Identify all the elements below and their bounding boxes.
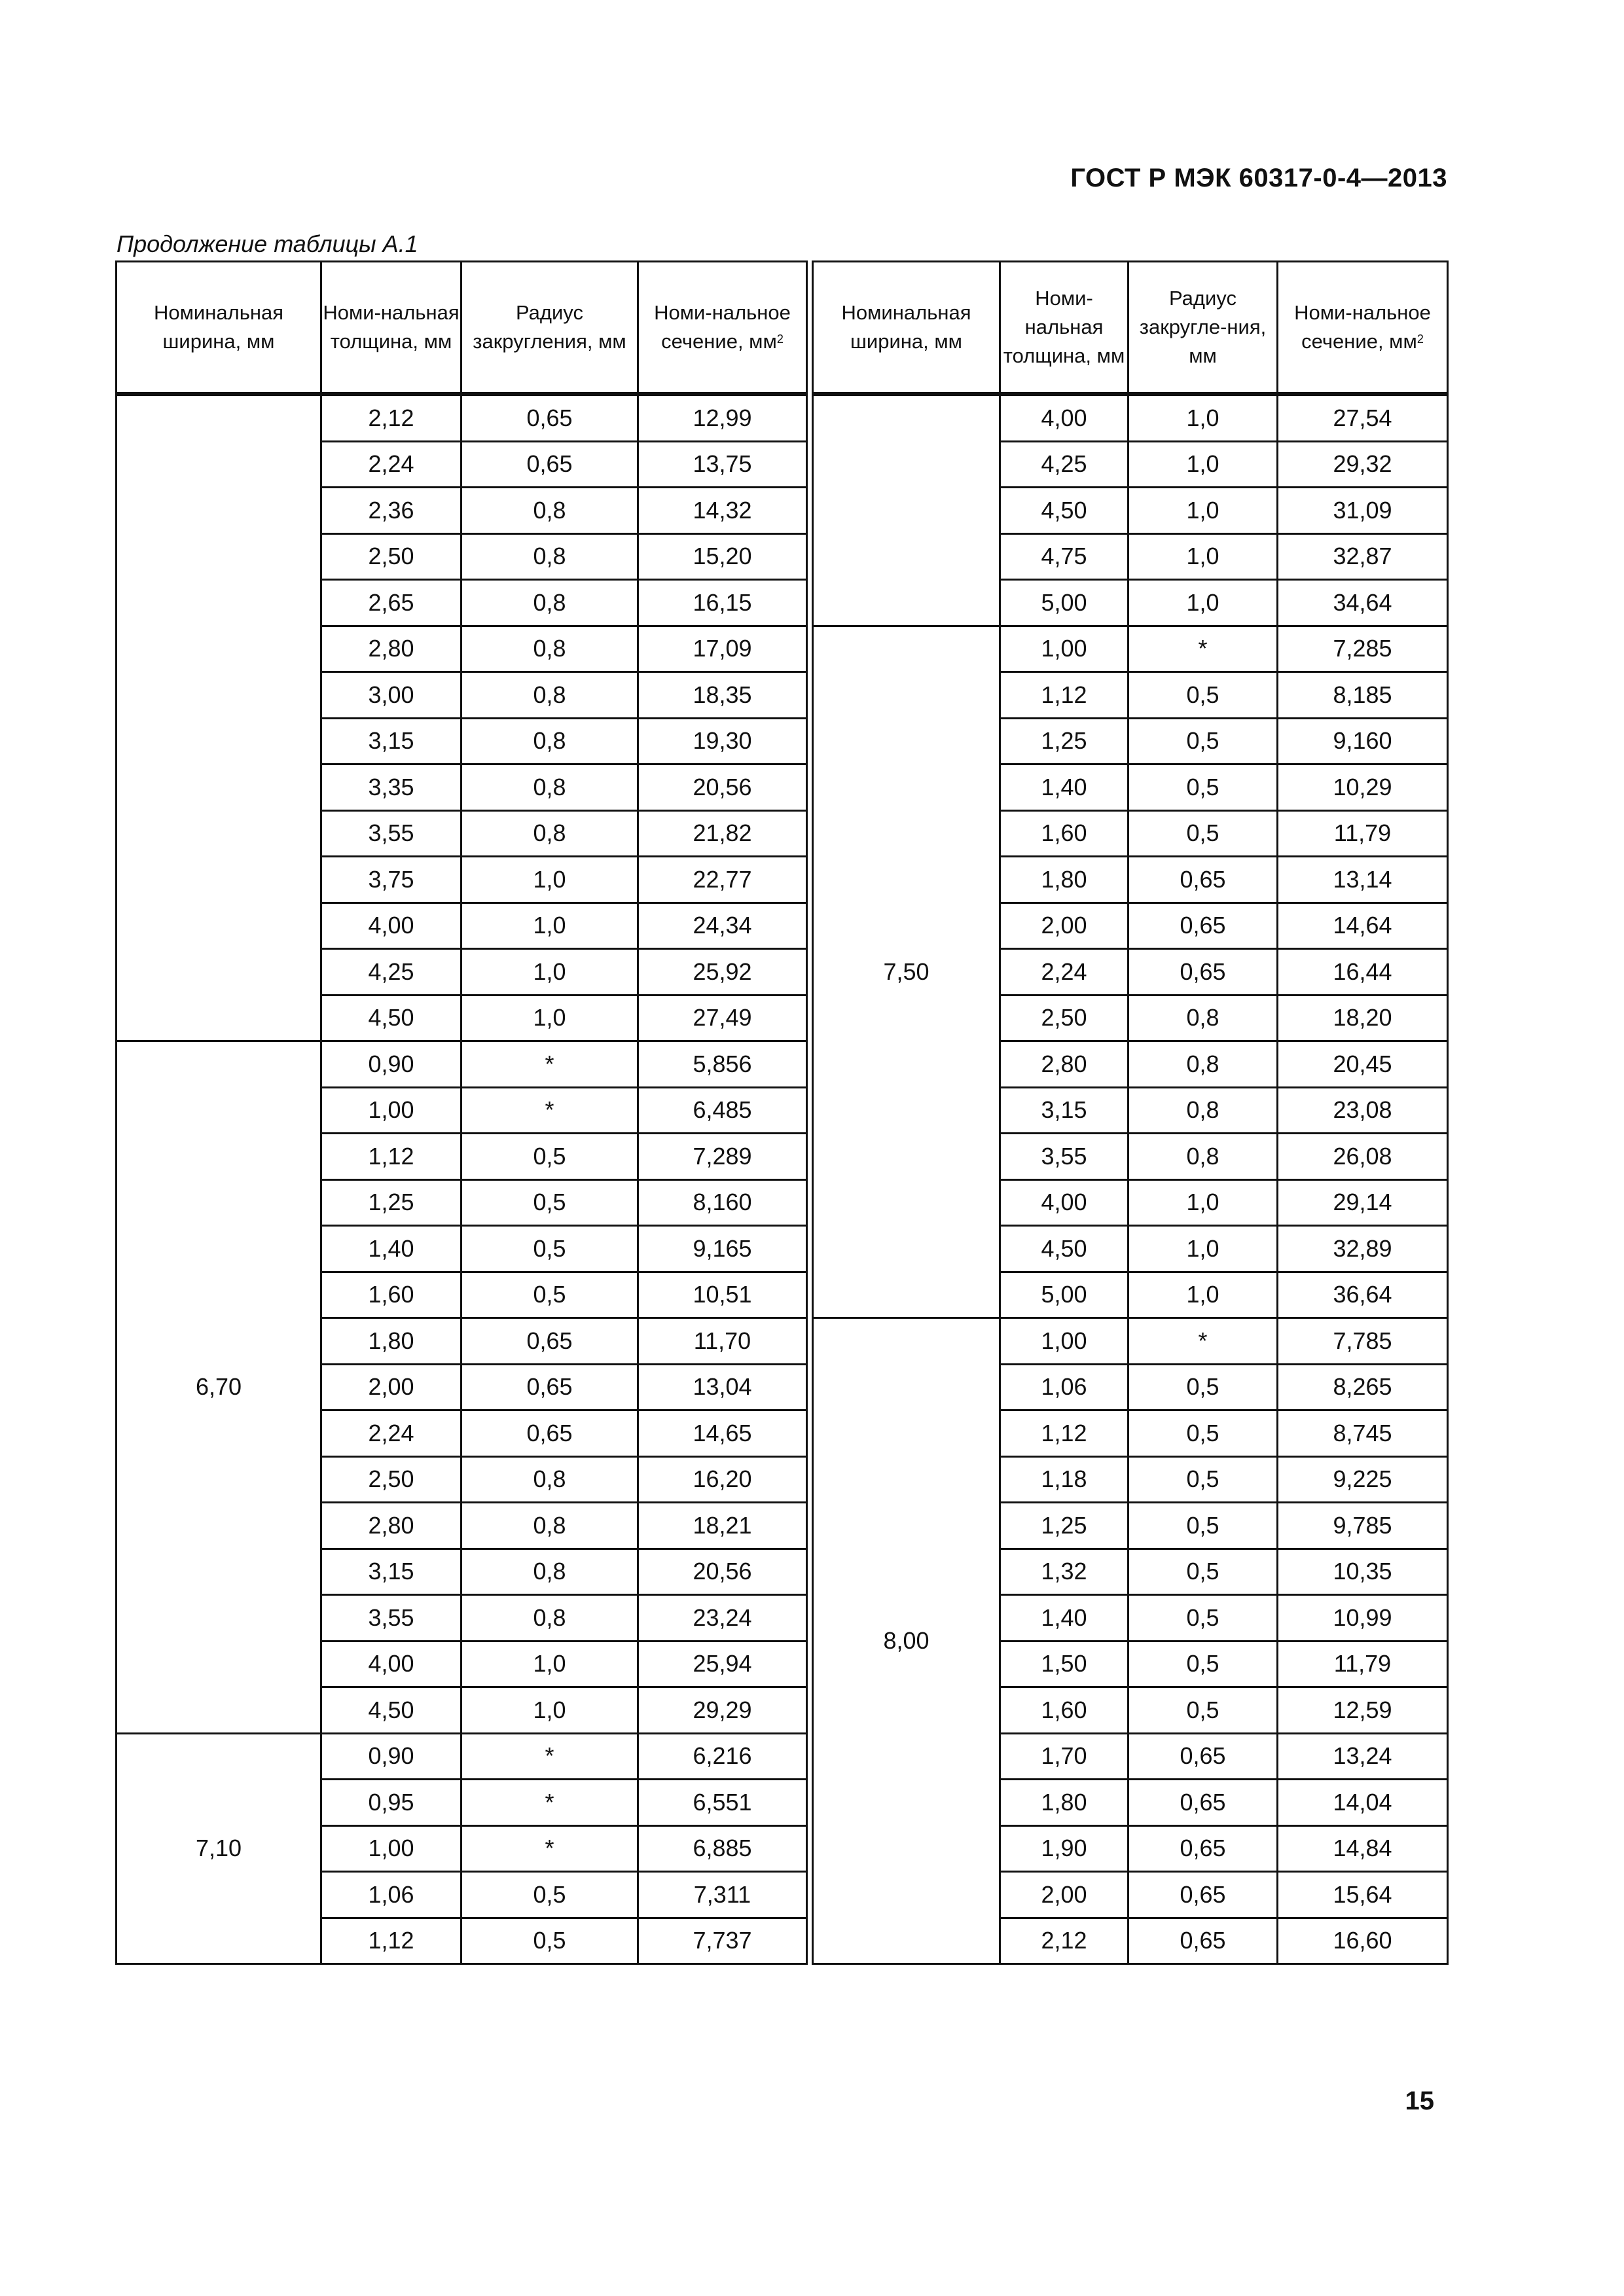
section-cell: 8,160 bbox=[638, 1179, 807, 1226]
thickness-cell: 3,35 bbox=[321, 764, 461, 811]
width-cell: 8,00 bbox=[813, 1318, 1000, 1964]
thickness-cell: 1,06 bbox=[321, 1872, 461, 1918]
thickness-cell: 1,32 bbox=[1000, 1549, 1128, 1595]
section-cell: 9,225 bbox=[1278, 1456, 1448, 1503]
header-section-superscript: 2 bbox=[1416, 332, 1424, 346]
table-left-body bbox=[117, 394, 807, 1964]
section-cell: 11,79 bbox=[1278, 810, 1448, 857]
table-header-row bbox=[813, 262, 1448, 395]
thickness-cell: 3,55 bbox=[1000, 1134, 1128, 1180]
thickness-cell: 2,80 bbox=[1000, 1041, 1128, 1088]
section-cell: 22,77 bbox=[638, 857, 807, 903]
section-cell: 26,08 bbox=[1278, 1134, 1448, 1180]
thickness-cell: 4,50 bbox=[1000, 1226, 1128, 1272]
thickness-cell: 0,95 bbox=[321, 1780, 461, 1826]
table-header-row bbox=[117, 262, 807, 395]
thickness-cell: 3,00 bbox=[321, 672, 461, 719]
section-cell: 9,785 bbox=[1278, 1503, 1448, 1549]
radius-cell: 0,5 bbox=[1128, 1549, 1278, 1595]
radius-cell: 0,5 bbox=[1128, 1410, 1278, 1457]
radius-cell: 0,5 bbox=[1128, 1456, 1278, 1503]
section-cell: 29,14 bbox=[1278, 1179, 1448, 1226]
radius-cell: 0,8 bbox=[461, 672, 638, 719]
thickness-cell: 4,00 bbox=[321, 903, 461, 949]
radius-cell: 1,0 bbox=[1128, 488, 1278, 534]
radius-cell: 1,0 bbox=[1128, 1179, 1278, 1226]
section-cell: 10,51 bbox=[638, 1272, 807, 1318]
thickness-cell: 1,90 bbox=[1000, 1825, 1128, 1872]
radius-cell: 1,0 bbox=[461, 1641, 638, 1687]
thickness-cell: 4,25 bbox=[1000, 441, 1128, 488]
section-cell: 23,24 bbox=[638, 1595, 807, 1641]
thickness-cell: 1,40 bbox=[1000, 764, 1128, 811]
table-row bbox=[117, 1041, 807, 1088]
section-cell: 18,21 bbox=[638, 1503, 807, 1549]
thickness-cell: 2,00 bbox=[1000, 903, 1128, 949]
section-cell: 16,60 bbox=[1278, 1918, 1448, 1964]
section-cell: 19,30 bbox=[638, 718, 807, 764]
thickness-cell: 1,60 bbox=[321, 1272, 461, 1318]
radius-cell: 1,0 bbox=[461, 949, 638, 996]
radius-cell: 0,5 bbox=[461, 1872, 638, 1918]
radius-cell: 1,0 bbox=[1128, 580, 1278, 626]
thickness-cell: 2,80 bbox=[321, 626, 461, 672]
thickness-cell: 1,12 bbox=[1000, 672, 1128, 719]
radius-cell: 1,0 bbox=[1128, 441, 1278, 488]
thickness-cell: 2,00 bbox=[321, 1364, 461, 1410]
radius-cell: 0,65 bbox=[1128, 857, 1278, 903]
section-cell: 7,311 bbox=[638, 1872, 807, 1918]
radius-cell: 0,5 bbox=[1128, 810, 1278, 857]
thickness-cell: 0,90 bbox=[321, 1041, 461, 1088]
radius-cell: * bbox=[461, 1087, 638, 1134]
radius-cell: 0,65 bbox=[1128, 949, 1278, 996]
section-cell: 10,35 bbox=[1278, 1549, 1448, 1595]
thickness-cell: 1,70 bbox=[1000, 1733, 1128, 1780]
table-row bbox=[117, 394, 807, 441]
section-cell: 17,09 bbox=[638, 626, 807, 672]
section-cell: 32,89 bbox=[1278, 1226, 1448, 1272]
thickness-cell: 3,55 bbox=[321, 810, 461, 857]
thickness-cell: 4,25 bbox=[321, 949, 461, 996]
radius-cell: * bbox=[461, 1780, 638, 1826]
radius-cell: 1,0 bbox=[1128, 1226, 1278, 1272]
thickness-cell: 3,55 bbox=[321, 1595, 461, 1641]
thickness-cell: 1,00 bbox=[321, 1087, 461, 1134]
section-cell: 14,65 bbox=[638, 1410, 807, 1457]
section-cell: 11,79 bbox=[1278, 1641, 1448, 1687]
radius-cell: 0,8 bbox=[461, 1456, 638, 1503]
thickness-cell: 3,15 bbox=[321, 1549, 461, 1595]
table-row bbox=[117, 1733, 807, 1780]
radius-cell: 0,65 bbox=[461, 394, 638, 441]
thickness-cell: 4,50 bbox=[321, 1687, 461, 1734]
table-caption: Продолжение таблицы А.1 bbox=[117, 230, 418, 257]
radius-cell: * bbox=[1128, 1318, 1278, 1365]
thickness-cell: 1,40 bbox=[321, 1226, 461, 1272]
section-cell: 29,29 bbox=[638, 1687, 807, 1734]
radius-cell: 0,8 bbox=[461, 810, 638, 857]
radius-cell: 0,65 bbox=[461, 1410, 638, 1457]
thickness-cell: 5,00 bbox=[1000, 1272, 1128, 1318]
section-cell: 10,99 bbox=[1278, 1595, 1448, 1641]
thickness-cell: 1,00 bbox=[321, 1825, 461, 1872]
header-width: Номинальная ширина, мм bbox=[117, 262, 321, 395]
radius-cell: * bbox=[461, 1825, 638, 1872]
header-section-label: Номи-нальное сечение, мм bbox=[1294, 301, 1431, 353]
section-cell: 12,99 bbox=[638, 394, 807, 441]
radius-cell: 1,0 bbox=[461, 857, 638, 903]
thickness-cell: 2,50 bbox=[321, 1456, 461, 1503]
thickness-cell: 1,18 bbox=[1000, 1456, 1128, 1503]
header-section-superscript: 2 bbox=[776, 332, 784, 346]
section-cell: 16,15 bbox=[638, 580, 807, 626]
thickness-cell: 5,00 bbox=[1000, 580, 1128, 626]
table-row bbox=[813, 1318, 1448, 1365]
section-cell: 24,34 bbox=[638, 903, 807, 949]
section-cell: 5,856 bbox=[638, 1041, 807, 1088]
section-cell: 8,745 bbox=[1278, 1410, 1448, 1457]
section-cell: 18,20 bbox=[1278, 995, 1448, 1041]
thickness-cell: 1,80 bbox=[321, 1318, 461, 1365]
radius-cell: 0,5 bbox=[1128, 1503, 1278, 1549]
radius-cell: 0,5 bbox=[1128, 1595, 1278, 1641]
radius-cell: 1,0 bbox=[461, 995, 638, 1041]
radius-cell: 0,8 bbox=[1128, 1087, 1278, 1134]
section-cell: 23,08 bbox=[1278, 1087, 1448, 1134]
thickness-cell: 1,25 bbox=[321, 1179, 461, 1226]
radius-cell: 0,5 bbox=[1128, 1687, 1278, 1734]
section-cell: 14,64 bbox=[1278, 903, 1448, 949]
radius-cell: 0,5 bbox=[1128, 1364, 1278, 1410]
thickness-cell: 2,36 bbox=[321, 488, 461, 534]
section-cell: 20,45 bbox=[1278, 1041, 1448, 1088]
page-number: 15 bbox=[1405, 2087, 1434, 2115]
radius-cell: 0,8 bbox=[461, 718, 638, 764]
section-cell: 6,885 bbox=[638, 1825, 807, 1872]
thickness-cell: 1,60 bbox=[1000, 1687, 1128, 1734]
radius-cell: 0,8 bbox=[1128, 995, 1278, 1041]
section-cell: 20,56 bbox=[638, 764, 807, 811]
thickness-cell: 2,24 bbox=[321, 441, 461, 488]
radius-cell: 0,8 bbox=[461, 764, 638, 811]
table-row bbox=[813, 394, 1448, 441]
section-cell: 13,75 bbox=[638, 441, 807, 488]
section-cell: 16,20 bbox=[638, 1456, 807, 1503]
section-cell: 27,49 bbox=[638, 995, 807, 1041]
radius-cell: 0,65 bbox=[1128, 1918, 1278, 1964]
thickness-cell: 2,65 bbox=[321, 580, 461, 626]
radius-cell: 0,5 bbox=[461, 1918, 638, 1964]
section-cell: 14,32 bbox=[638, 488, 807, 534]
section-cell: 7,289 bbox=[638, 1134, 807, 1180]
header-section-label: Номи-нальное сечение, мм bbox=[654, 301, 791, 353]
radius-cell: 0,8 bbox=[461, 1595, 638, 1641]
radius-cell: 1,0 bbox=[1128, 394, 1278, 441]
radius-cell: 0,5 bbox=[1128, 718, 1278, 764]
section-cell: 12,59 bbox=[1278, 1687, 1448, 1734]
section-cell: 21,82 bbox=[638, 810, 807, 857]
section-cell: 16,44 bbox=[1278, 949, 1448, 996]
thickness-cell: 2,80 bbox=[321, 1503, 461, 1549]
table-left-half bbox=[115, 260, 808, 1965]
thickness-cell: 1,50 bbox=[1000, 1641, 1128, 1687]
thickness-cell: 1,80 bbox=[1000, 857, 1128, 903]
section-cell: 31,09 bbox=[1278, 488, 1448, 534]
radius-cell: 0,65 bbox=[1128, 1825, 1278, 1872]
radius-cell: 0,65 bbox=[1128, 1733, 1278, 1780]
thickness-cell: 2,50 bbox=[321, 533, 461, 580]
radius-cell: 0,5 bbox=[461, 1134, 638, 1180]
section-cell: 32,87 bbox=[1278, 533, 1448, 580]
header-section bbox=[1278, 262, 1448, 395]
radius-cell: 0,5 bbox=[1128, 672, 1278, 719]
section-cell: 13,04 bbox=[638, 1364, 807, 1410]
section-cell: 29,32 bbox=[1278, 441, 1448, 488]
radius-cell: 0,8 bbox=[461, 533, 638, 580]
section-cell: 18,35 bbox=[638, 672, 807, 719]
radius-cell: 0,5 bbox=[461, 1272, 638, 1318]
thickness-cell: 2,12 bbox=[1000, 1918, 1128, 1964]
thickness-cell: 1,12 bbox=[1000, 1410, 1128, 1457]
thickness-cell: 3,15 bbox=[1000, 1087, 1128, 1134]
section-cell: 9,165 bbox=[638, 1226, 807, 1272]
radius-cell: 0,5 bbox=[461, 1179, 638, 1226]
thickness-cell: 1,25 bbox=[1000, 1503, 1128, 1549]
thickness-cell: 1,06 bbox=[1000, 1364, 1128, 1410]
thickness-cell: 1,00 bbox=[1000, 626, 1128, 672]
radius-cell: * bbox=[461, 1733, 638, 1780]
radius-cell: 1,0 bbox=[1128, 533, 1278, 580]
width-cell bbox=[813, 394, 1000, 626]
section-cell: 13,14 bbox=[1278, 857, 1448, 903]
table-row bbox=[813, 626, 1448, 672]
section-cell: 13,24 bbox=[1278, 1733, 1448, 1780]
thickness-cell: 1,40 bbox=[1000, 1595, 1128, 1641]
radius-cell: 0,5 bbox=[1128, 764, 1278, 811]
thickness-cell: 4,00 bbox=[1000, 1179, 1128, 1226]
thickness-cell: 2,24 bbox=[321, 1410, 461, 1457]
thickness-cell: 2,50 bbox=[1000, 995, 1128, 1041]
header-radius: Радиус закругления, мм bbox=[461, 262, 638, 395]
header-radius: Радиус закругле-ния, мм bbox=[1128, 262, 1278, 395]
width-cell: 6,70 bbox=[117, 1041, 321, 1734]
section-cell: 36,64 bbox=[1278, 1272, 1448, 1318]
section-cell: 11,70 bbox=[638, 1318, 807, 1365]
radius-cell: 0,65 bbox=[461, 441, 638, 488]
thickness-cell: 2,24 bbox=[1000, 949, 1128, 996]
section-cell: 15,20 bbox=[638, 533, 807, 580]
header-thickness: Номи-нальная толщина, мм bbox=[1000, 262, 1128, 395]
radius-cell: 0,65 bbox=[461, 1364, 638, 1410]
radius-cell: 0,5 bbox=[461, 1226, 638, 1272]
radius-cell: 0,65 bbox=[461, 1318, 638, 1365]
thickness-cell: 1,60 bbox=[1000, 810, 1128, 857]
section-cell: 10,29 bbox=[1278, 764, 1448, 811]
section-cell: 27,54 bbox=[1278, 394, 1448, 441]
radius-cell: 0,65 bbox=[1128, 1872, 1278, 1918]
section-cell: 14,04 bbox=[1278, 1780, 1448, 1826]
thickness-cell: 1,25 bbox=[1000, 718, 1128, 764]
thickness-cell: 4,50 bbox=[1000, 488, 1128, 534]
section-cell: 34,64 bbox=[1278, 580, 1448, 626]
radius-cell: 0,5 bbox=[1128, 1641, 1278, 1687]
thickness-cell: 3,75 bbox=[321, 857, 461, 903]
section-cell: 20,56 bbox=[638, 1549, 807, 1595]
radius-cell: 0,8 bbox=[461, 626, 638, 672]
section-cell: 14,84 bbox=[1278, 1825, 1448, 1872]
section-cell: 8,265 bbox=[1278, 1364, 1448, 1410]
section-cell: 6,216 bbox=[638, 1733, 807, 1780]
thickness-cell: 4,75 bbox=[1000, 533, 1128, 580]
section-cell: 8,185 bbox=[1278, 672, 1448, 719]
section-cell: 25,92 bbox=[638, 949, 807, 996]
radius-cell: 0,8 bbox=[461, 1503, 638, 1549]
radius-cell: 0,8 bbox=[461, 488, 638, 534]
section-cell: 9,160 bbox=[1278, 718, 1448, 764]
width-cell: 7,50 bbox=[813, 626, 1000, 1318]
thickness-cell: 1,12 bbox=[321, 1918, 461, 1964]
section-cell: 7,785 bbox=[1278, 1318, 1448, 1365]
section-cell: 7,737 bbox=[638, 1918, 807, 1964]
table-right-body bbox=[813, 394, 1448, 1964]
table-right-half bbox=[812, 260, 1449, 1965]
radius-cell: 1,0 bbox=[1128, 1272, 1278, 1318]
document-code: ГОСТ Р МЭК 60317-0-4—2013 bbox=[1070, 164, 1447, 192]
header-width: Номинальная ширина, мм bbox=[813, 262, 1000, 395]
thickness-cell: 3,15 bbox=[321, 718, 461, 764]
section-cell: 7,285 bbox=[1278, 626, 1448, 672]
radius-cell: 0,8 bbox=[1128, 1041, 1278, 1088]
radius-cell: 0,8 bbox=[461, 580, 638, 626]
radius-cell: * bbox=[461, 1041, 638, 1088]
radius-cell: 0,65 bbox=[1128, 1780, 1278, 1826]
width-cell: 7,10 bbox=[117, 1733, 321, 1964]
width-cell bbox=[117, 394, 321, 1041]
header-section bbox=[638, 262, 807, 395]
table-container bbox=[115, 260, 1449, 1965]
section-cell: 6,485 bbox=[638, 1087, 807, 1134]
radius-cell: 0,65 bbox=[1128, 903, 1278, 949]
thickness-cell: 4,00 bbox=[321, 1641, 461, 1687]
thickness-cell: 1,00 bbox=[1000, 1318, 1128, 1365]
thickness-cell: 1,12 bbox=[321, 1134, 461, 1180]
thickness-cell: 4,00 bbox=[1000, 394, 1128, 441]
header-thickness: Номи-нальная толщина, мм bbox=[321, 262, 461, 395]
radius-cell: 1,0 bbox=[461, 1687, 638, 1734]
thickness-cell: 1,80 bbox=[1000, 1780, 1128, 1826]
radius-cell: * bbox=[1128, 626, 1278, 672]
section-cell: 15,64 bbox=[1278, 1872, 1448, 1918]
thickness-cell: 2,00 bbox=[1000, 1872, 1128, 1918]
section-cell: 25,94 bbox=[638, 1641, 807, 1687]
thickness-cell: 0,90 bbox=[321, 1733, 461, 1780]
thickness-cell: 4,50 bbox=[321, 995, 461, 1041]
radius-cell: 0,8 bbox=[461, 1549, 638, 1595]
thickness-cell: 2,12 bbox=[321, 394, 461, 441]
radius-cell: 0,8 bbox=[1128, 1134, 1278, 1180]
section-cell: 6,551 bbox=[638, 1780, 807, 1826]
radius-cell: 1,0 bbox=[461, 903, 638, 949]
